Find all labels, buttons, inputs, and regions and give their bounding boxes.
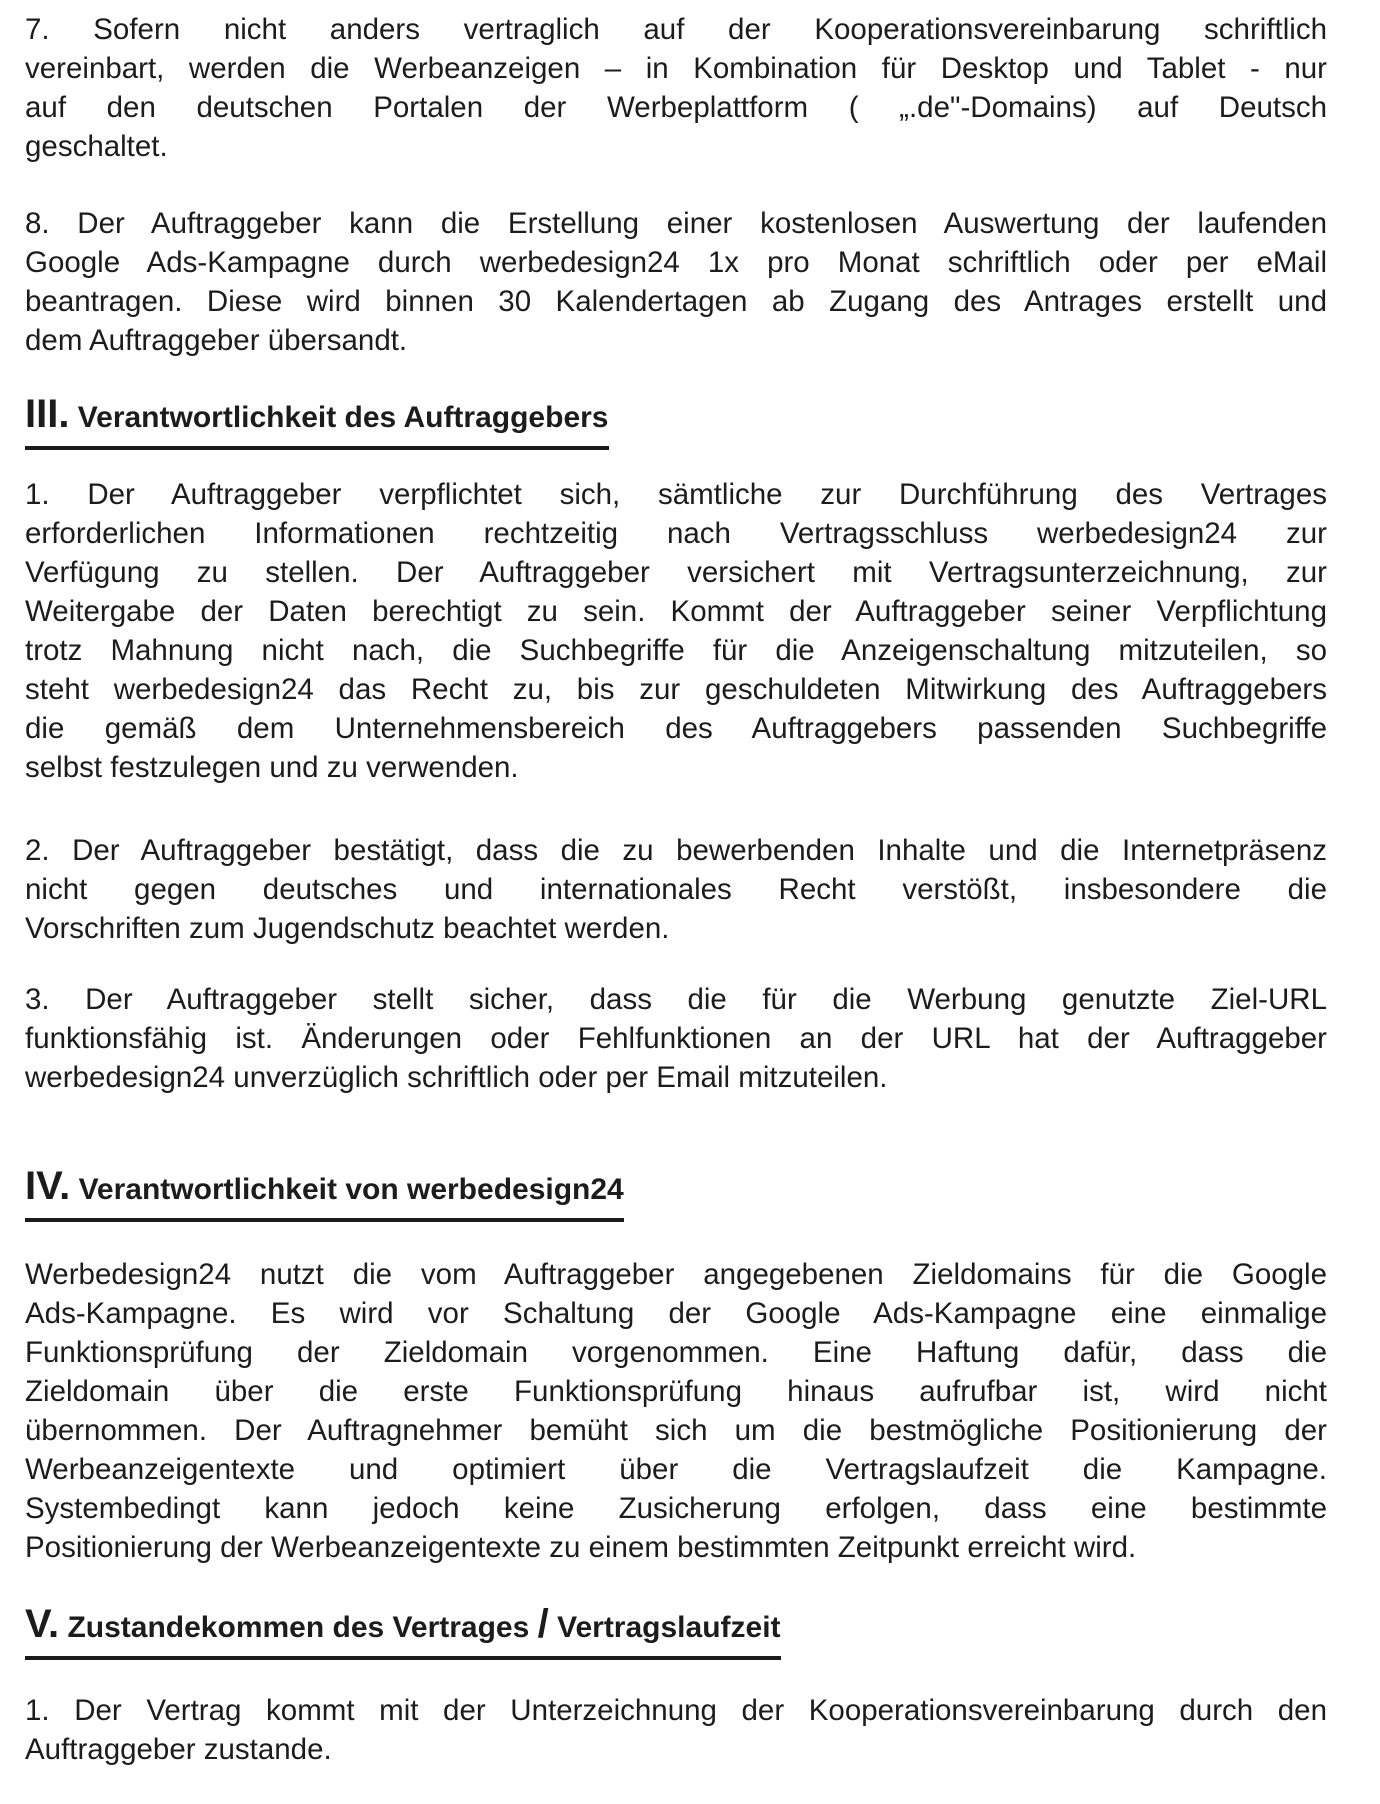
heading-segment: IV. xyxy=(25,1164,71,1208)
heading-segment: Zustandekommen des Vertrages xyxy=(59,1611,538,1644)
heading-underline xyxy=(25,1601,781,1660)
section-iii-clause-1 xyxy=(25,475,1327,787)
text-line: dem Auftraggeber übersandt. xyxy=(25,324,408,357)
text-line: selbst festzulegen und zu verwenden. xyxy=(25,751,519,784)
text-line: nicht gegen deutsches und internationales Recht verstößt, insbesondere die xyxy=(25,873,1327,906)
heading-segment: Verantwortlichkeit von werbedesign24 xyxy=(70,1173,624,1206)
heading-underline xyxy=(25,1163,624,1222)
heading-segment: Verantwortlichkeit des Auftraggebers xyxy=(69,401,609,434)
heading-segment: / xyxy=(537,1602,549,1646)
heading-segment: Vertragslaufzeit xyxy=(548,1611,781,1644)
text-line: Weitergabe der Daten berechtigt zu sein. Kommt der Auftraggeber seiner Verpflichtung xyxy=(25,595,1327,628)
text-line: Funktionsprüfung der Zieldomain vorgenommen. Eine Haftung dafür, dass die xyxy=(25,1336,1327,1369)
text-line: Verfügung zu stellen. Der Auftraggeber versichert mit Vertragsunterzeichnung, zur xyxy=(25,556,1327,589)
text-line: Positionierung der Werbeanzeigentexte zu einem bestimmten Zeitpunkt erreicht wird. xyxy=(25,1531,1137,1564)
text-line: Systembedingt kann jedoch keine Zusicherung erfolgen, dass eine bestimmte xyxy=(25,1492,1327,1525)
text-line: trotz Mahnung nicht nach, die Suchbegriffe für die Anzeigenschaltung mitzuteilen, so xyxy=(25,634,1327,667)
text-line: 1. Der Vertrag kommt mit der Unterzeichnung der Kooperationsvereinbarung durch den xyxy=(25,1694,1327,1727)
section-iv-heading xyxy=(25,1163,1327,1222)
section-iii-clause-3 xyxy=(25,980,1327,1097)
text-line: vereinbart, werden die Werbeanzeigen – in Kombination für Desktop und Tablet - nur xyxy=(25,52,1327,85)
section-iii-clause-2 xyxy=(25,831,1327,948)
text-line: Ads-Kampagne. Es wird vor Schaltung der Google Ads-Kampagne eine einmalige xyxy=(25,1297,1327,1330)
section-v-heading xyxy=(25,1601,1327,1660)
text-line: die gemäß dem Unternehmensbereich des Auftraggebers passenden Suchbegriffe xyxy=(25,712,1327,745)
text-line: Auftraggeber zustande. xyxy=(25,1733,332,1766)
text-line: 2. Der Auftraggeber bestätigt, dass die zu bewerbenden Inhalte und die Internetpräsenz xyxy=(25,834,1327,867)
heading-segment: V. xyxy=(25,1602,60,1646)
section-iv-body xyxy=(25,1255,1327,1567)
text-line: steht werbedesign24 das Recht zu, bis zur geschuldeten Mitwirkung des Auftraggebers xyxy=(25,673,1327,706)
text-line: 7. Sofern nicht anders vertraglich auf der Kooperationsvereinbarung schriftlich xyxy=(25,13,1327,46)
clause-7 xyxy=(25,10,1327,166)
text-line: beantragen. Diese wird binnen 30 Kalendertagen ab Zugang des Antrages erstellt und xyxy=(25,285,1327,318)
text-line: funktionsfähig ist. Änderungen oder Fehlfunktionen an der URL hat der Auftraggeber xyxy=(25,1022,1327,1055)
section-v-clause-1 xyxy=(25,1691,1327,1769)
text-line: geschaltet. xyxy=(25,130,168,163)
clause-8 xyxy=(25,204,1327,360)
text-line: Vorschriften zum Jugendschutz beachtet werden. xyxy=(25,912,670,945)
text-line: Zieldomain über die erste Funktionsprüfung hinaus aufrufbar ist, wird nicht xyxy=(25,1375,1327,1408)
text-line: Werbedesign24 nutzt die vom Auftraggeber angegebenen Zieldomains für die Google xyxy=(25,1258,1327,1291)
text-line: erforderlichen Informationen rechtzeitig nach Vertragsschluss werbedesign24 zur xyxy=(25,517,1327,550)
section-iii-heading xyxy=(25,391,1327,450)
heading-segment: III. xyxy=(25,392,70,436)
text-line: Google Ads-Kampagne durch werbedesign24 1x pro Monat schriftlich oder per eMail xyxy=(25,246,1327,279)
text-line: übernommen. Der Auftragnehmer bemüht sich um die bestmögliche Positionierung der xyxy=(25,1414,1327,1447)
text-line: 3. Der Auftraggeber stellt sicher, dass die für die Werbung genutzte Ziel-URL xyxy=(25,983,1327,1016)
text-line: auf den deutschen Portalen der Werbeplattform ( „.de"-Domains) auf Deutsch xyxy=(25,91,1327,124)
text-line: 8. Der Auftraggeber kann die Erstellung einer kostenlosen Auswertung der laufenden xyxy=(25,207,1327,240)
text-line: Werbeanzeigentexte und optimiert über die Vertragslaufzeit die Kampagne. xyxy=(25,1453,1327,1486)
text-line: werbedesign24 unverzüglich schriftlich oder per Email mitzuteilen. xyxy=(25,1061,888,1094)
text-line: 1. Der Auftraggeber verpflichtet sich, sämtliche zur Durchführung des Vertrages xyxy=(25,478,1327,511)
heading-underline xyxy=(25,391,609,450)
